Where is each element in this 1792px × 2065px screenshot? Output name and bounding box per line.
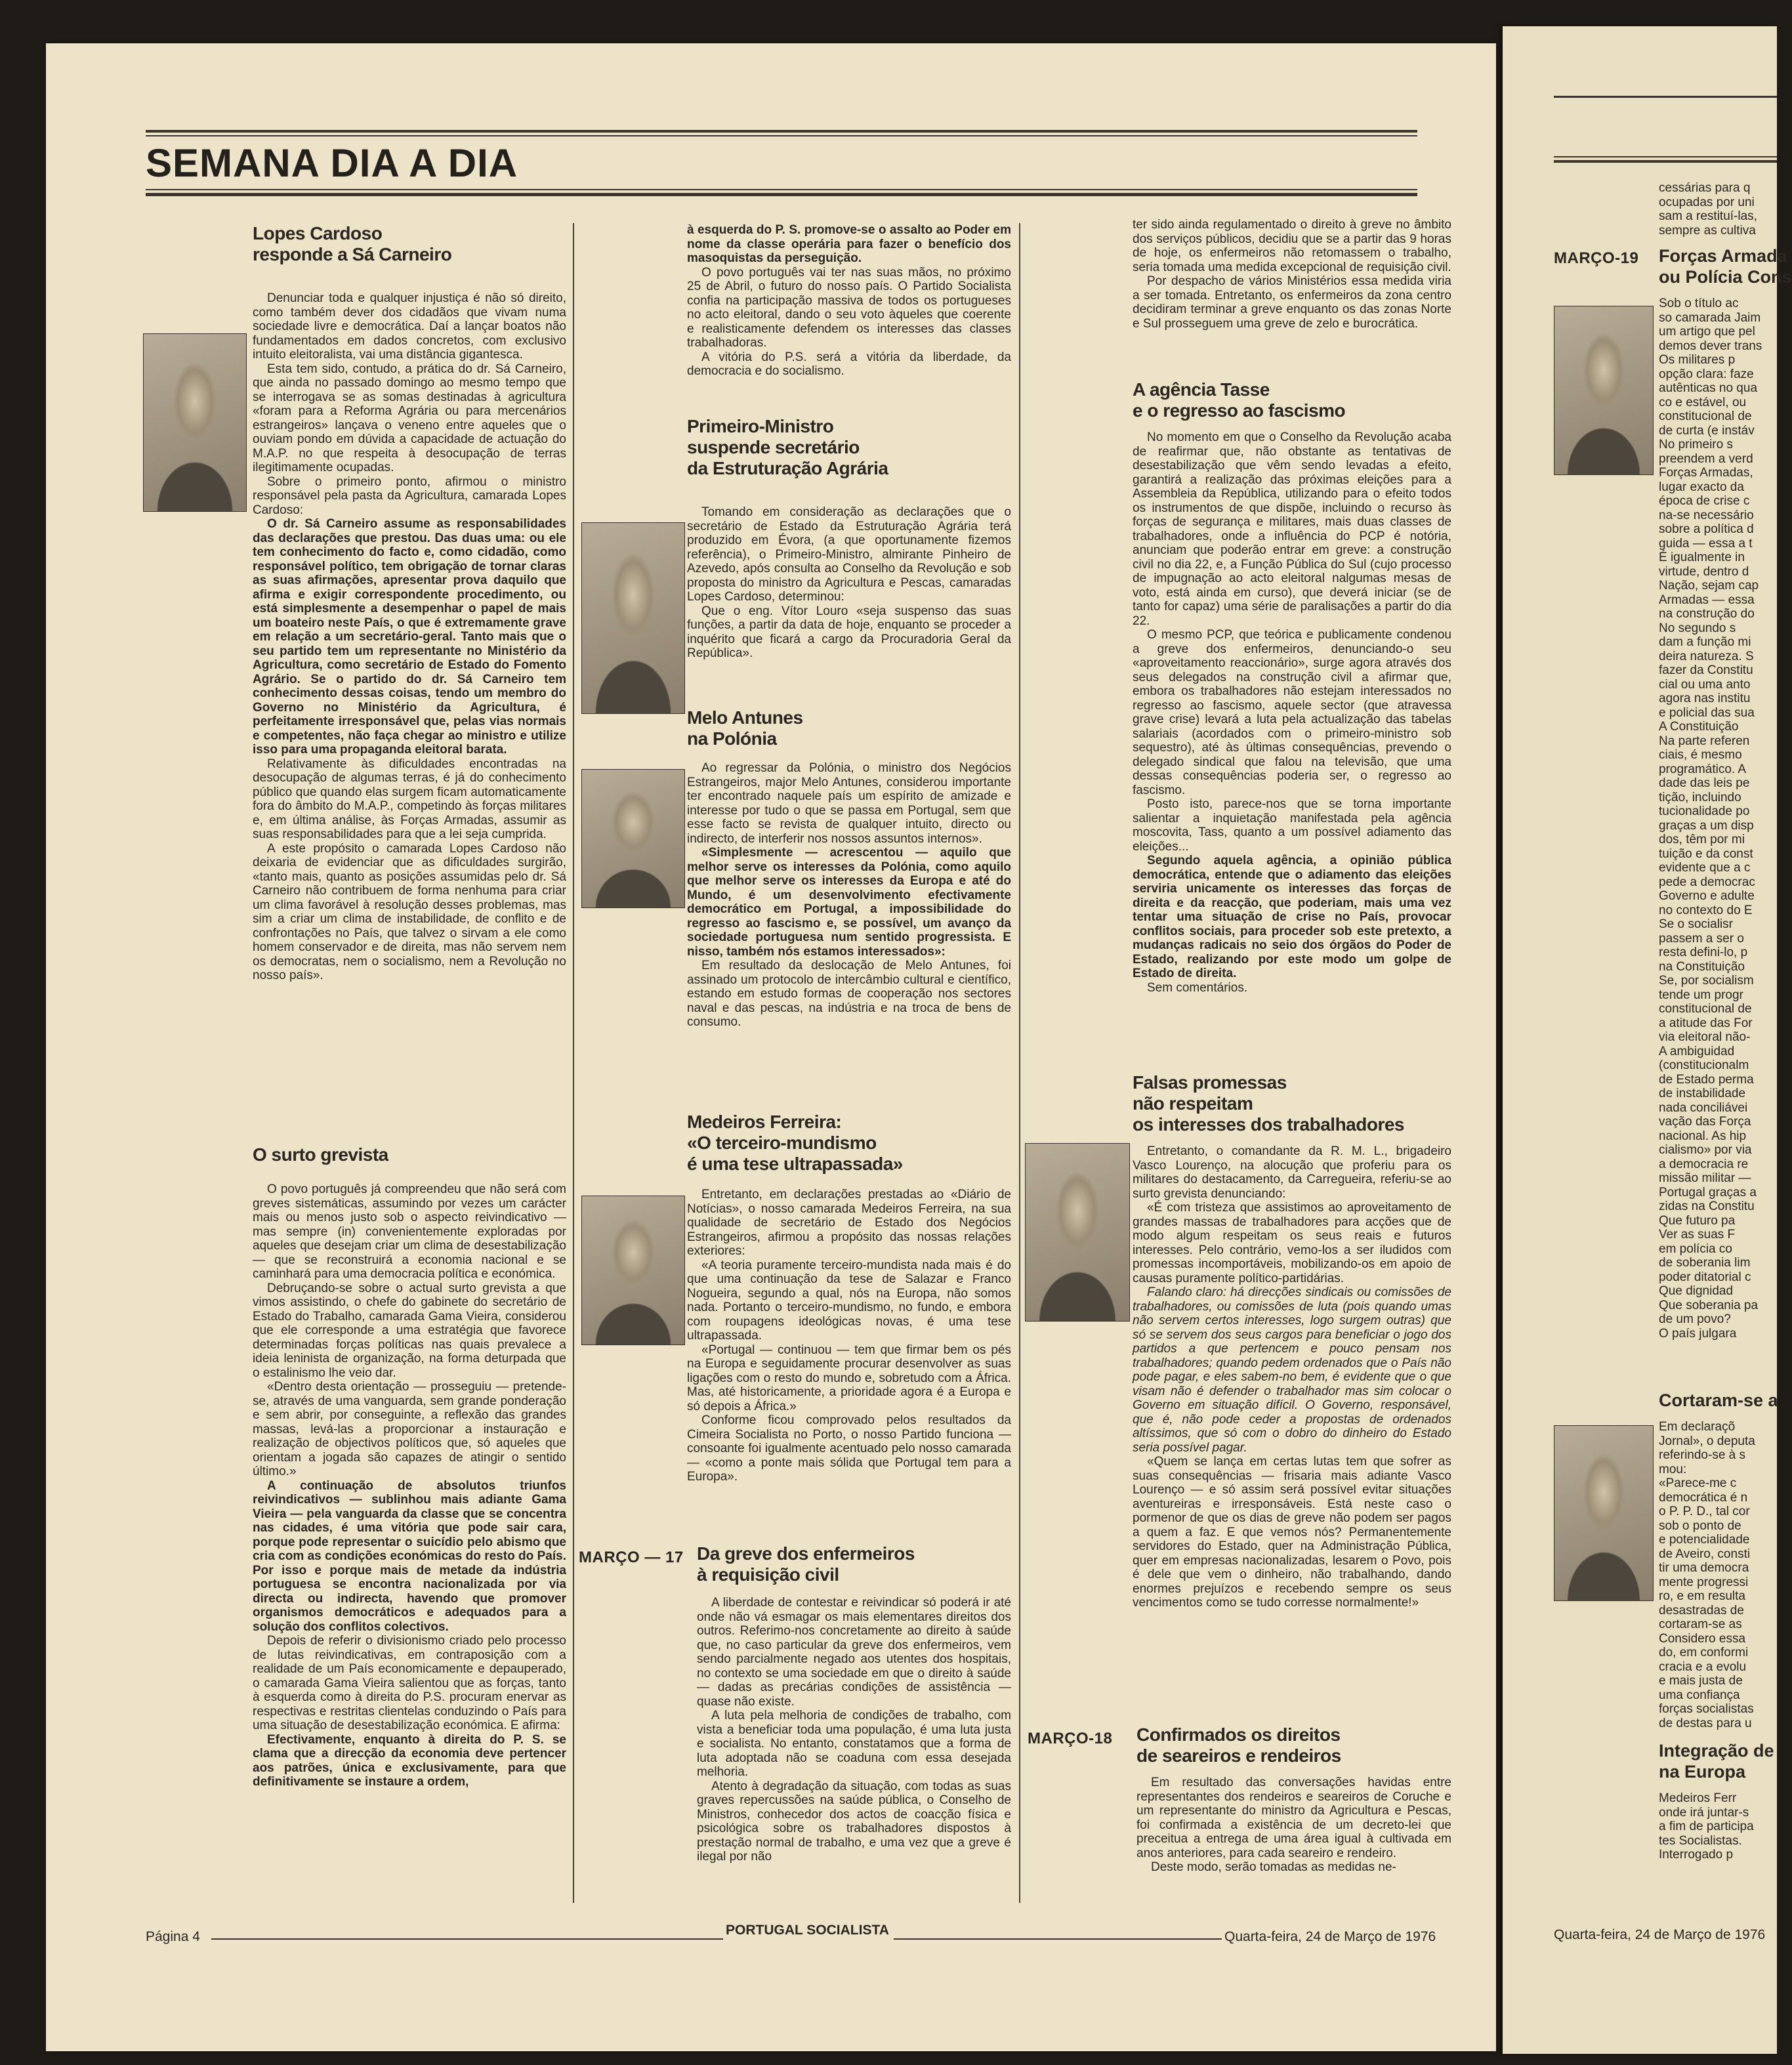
masthead-rule-bottom xyxy=(146,189,1417,190)
paper-name: PORTUGAL SOCIALISTA xyxy=(726,1923,889,1938)
right-headline xyxy=(1659,245,1792,287)
line: cortaram-se as xyxy=(1659,1617,1742,1631)
paragraph: Conforme ficou comprovado pelos resultados da Cimeira Socialista no Porto, o nosso Partido funciona — consoante foi igualmente acentuado pelo nosso camarada — «como a ponte mais sólida que Portugal tem para a Europa». xyxy=(687,1413,1011,1484)
line: tição, incluindo xyxy=(1659,790,1741,804)
line: virtude, dentro d xyxy=(1659,564,1749,579)
portrait-photo xyxy=(581,1196,685,1345)
right-headline xyxy=(1659,1740,1777,1782)
line: O país julgara xyxy=(1659,1326,1737,1341)
right-rule xyxy=(1554,156,1777,157)
paragraph: Em resultado da deslocação de Melo Antunes, foi assinado um protocolo de intercâmbio cultural e científico, estando em estudo formas de cooperação nos sectores naval e das pescas, na indústria e na troca de bens de consumo. xyxy=(687,959,1011,1029)
headline: Lopes Cardoso responde a Sá Carneiro xyxy=(253,223,452,264)
portrait-photo xyxy=(143,333,247,512)
headline: Falsas promessas não respeitam os interesses dos trabalhadores xyxy=(1133,1072,1405,1135)
line: e policial das sua xyxy=(1659,705,1755,720)
line: tucionalidade po xyxy=(1659,804,1750,818)
line: A Constituição xyxy=(1659,720,1739,734)
line: missão militar — xyxy=(1659,1171,1751,1185)
portrait-photo xyxy=(1554,306,1654,475)
line: Armadas — essa xyxy=(1659,593,1755,607)
paragraph: O povo português já compreendeu que não será com greves sistemáticas, assumindo por vezes um carácter mais ou menos justo sob o aspecto reivindicativo — mas sempre (in) convenientemente exploradas por aqueles que desejam criar um clima de desestabilização — que se reconstruirá a economia nacional e se caminhará para uma democracia política e económica. xyxy=(253,1182,566,1281)
line: referindo-se à s xyxy=(1659,1448,1746,1462)
line: (constitucionalm xyxy=(1659,1058,1749,1072)
line: ocupadas por uni xyxy=(1659,195,1755,209)
headline: Melo Antunes na Polónia xyxy=(687,707,803,749)
line: Nação, sejam cap xyxy=(1659,579,1759,593)
line: dam a função mi xyxy=(1659,635,1751,649)
line: mente progressi xyxy=(1659,1575,1749,1589)
paragraph: Sobre o primeiro ponto, afirmou o ministro responsável pela pasta da Agricultura, camarada Lopes Cardoso: xyxy=(253,474,566,517)
line: cessárias para q xyxy=(1659,181,1751,195)
masthead-rule-bottom-2 xyxy=(146,193,1417,196)
paragraph: Posto isto, parece-nos que se torna importante salientar a inquietação manifestada pela agência moscovita, Tass, quanto a um possível adiamento das eleições... xyxy=(1133,797,1451,854)
line: democrática é n xyxy=(1659,1490,1748,1505)
column-divider-2 xyxy=(1019,223,1020,1903)
right-fragment xyxy=(1659,1791,1777,1862)
line: onde irá juntar-s xyxy=(1659,1805,1749,1820)
masthead-rule-top-2 xyxy=(146,135,1417,136)
paragraph: ter sido ainda regulamentado o direito à greve no âmbito dos serviços públicos, decidiu que se a partir das 9 horas de hoje, os enfermeiros não retomassem o trabalho, seria tomada uma medida excepcional de requisição civil. xyxy=(1133,218,1451,274)
paragraph: Efectivamente, enquanto à direita do P. S. se clama que a direcção da economia deve pertencer aos patrões, única e exclusivamente, para que definitivamente se instaure a ordem, xyxy=(253,1732,566,1789)
headline: Da greve dos enfermeiros à requisição civil xyxy=(697,1543,915,1585)
line: Interrogado p xyxy=(1659,1848,1734,1862)
paragraph: Denunciar toda e qualquer injustiça é não só direito, como também dever dos cidadãos que vivam numa sociedade livre e democrática. Daí a lançar boatos não fundamentados em dados concretos, com exclusivo intuito eleitoralista, vai uma distância gigantesca. xyxy=(253,291,566,362)
portrait-photo xyxy=(581,522,685,714)
paragraph: Sem comentários. xyxy=(1147,980,1248,995)
paragraph: Tomando em consideração as declarações que o secretário de Estado da Estruturação Agrária terá produzido em Évora, (a que oportunamente fizemos referência), o Primeiro-Ministro, almirante Pinheiro de Azevedo, após consulta ao Conselho da Revolução e sob proposta do ministro da Agricultura e Pescas, camaradas Lopes Cardoso, determinou: xyxy=(687,505,1011,604)
column-2-article xyxy=(687,707,1011,1030)
paragraph: Segundo aquela agência, a opinião pública democrática, entende que o adiamento das eleições serviria unicamente os interesses das forças de direita e da reacção, que poderiam, mais uma vez tentar uma situação de crise no País, provocar conflitos sociais, para proceder sob este pretexto, a mudanças radicais no seio dos órgãos do Poder de Estado, realizando por este modo um golpe de Estado de direita. xyxy=(1133,854,1451,980)
paragraph: à esquerda do P. S. promove-se o assalto ao Poder em nome da classe operária para fazer o benefício dos masoquistas da perseguição. xyxy=(687,223,1011,265)
line: de curta (e instáv xyxy=(1659,423,1755,438)
line: de um povo? xyxy=(1659,1312,1731,1326)
line: Os militares p xyxy=(1659,353,1736,367)
paragraph: «A teoria puramente terceiro-mundista nada mais é do que uma continuação da tese de Salazar e Franco Nogueira, segundo a qual, nós na Europa, não somos nada. Portanto o terceiro-mundismo, no fundo, e embora com roupagens ideológicas novas, é uma tese ultrapassada. xyxy=(687,1258,1011,1343)
line: a atitude das For xyxy=(1659,1016,1753,1030)
column-1 xyxy=(253,223,566,983)
line: de Estado perma xyxy=(1659,1072,1754,1087)
paragraph: «É com tristeza que assistimos ao aproveitamento de grandes massas de trabalhadores para acções que de modo algum respeitam os seus reais e futuros interesses. Pelo contrário, vemo-los a ser iludidos com promessas incomportáveis, mobilizando-os em apoio de causas puramente político-partidárias. xyxy=(1133,1201,1451,1285)
paragraph: Relativamente às dificuldades encontradas na desocupação de algumas terras, é já do conhecimento público que quando elas surgem ficam automaticamente fora do âmbito do M.A.P., competindo às forças militares e, em última análise, às Forças Armadas, assumir as suas responsabilidades para que a lei seja cumprida. xyxy=(253,757,566,841)
portrait-photo xyxy=(1025,1143,1130,1322)
column-2-top xyxy=(687,223,1011,379)
line: dade das leis pe xyxy=(1659,776,1750,790)
paragraph: A continuação de absolutos triunfos reivindicativos — sublinhou mais adiante Gama Vieira — pela vanguarda da classe que se concentra nas cidades, é uma vitória que pode sair cara, porque pode representar o suicídio pelo abismo que cria com as condições económicas do resto do País. Por isso e porque mais de metade da indústria portuguesa se encontra nacionalizada por via directa ou indirecta, havendo que promover organismos democráticos e adequados para a solução dos conflitos colectivos. xyxy=(253,1478,566,1634)
line: mou: xyxy=(1659,1462,1687,1476)
paragraph: Entretanto, o comandante da R. M. L., brigadeiro Vasco Lourenço, na alocução que proferiu para os militares do destacamento, da Carregueira, referiu-se ao surto grevista denunciando: xyxy=(1133,1144,1451,1201)
line: Portugal graças a xyxy=(1659,1185,1757,1199)
column-divider-1 xyxy=(573,223,574,1903)
paragraph: «Simplesmente — acrescentou — aquilo que melhor serve os interesses da Polónia, como aquilo que melhor serve os interesses da Europa e até do Mundo, é um desenvolvimento efectivamente democrático em Portugal, a impossibilidade do regresso ao fascismo e, se possível, um avanço da sociedade portuguesa num sentido progressista. E nisso, também nós estamos interessados»: xyxy=(687,846,1011,959)
line: ro, e em resulta xyxy=(1659,1589,1745,1603)
line: sam a restituí-las, xyxy=(1659,209,1757,223)
column-2-article xyxy=(687,416,1011,661)
line: vação das Força xyxy=(1659,1115,1751,1129)
headline: O surto grevista xyxy=(253,1144,388,1165)
line: pede a democrac xyxy=(1659,875,1755,889)
paragraph: Depois de referir o divisionismo criado pelo processo de lutas reivindicativas, em contraposição com a realidade de um País economicamente e depauperado, o camarada Gama Vieira salientou que as forças, tanto à esquerda como à direita do P.S. procuram enervar as respectivas e restritas clientelas conduzindo o País para uma situação de desestabilização económica. E afirma: xyxy=(253,1634,566,1732)
date-label: MARÇO-19 xyxy=(1554,249,1639,267)
line: desastradas de xyxy=(1659,1603,1744,1617)
paragraph: Por despacho de vários Ministérios essa medida viria a ser tomada. Entretanto, os enfermeiros da zona centro decidiram terminar a greve enquanto os das zonas Norte e Sul prosseguem uma greve de zelo e burocrática. xyxy=(1133,274,1451,331)
line: passem a ser o xyxy=(1659,931,1744,946)
line: «Parece-me c xyxy=(1659,1476,1737,1490)
line: de soberania lim xyxy=(1659,1256,1751,1270)
portrait-photo xyxy=(581,769,685,908)
line: É igualmente in xyxy=(1659,551,1745,564)
line: Considero essa xyxy=(1659,1631,1746,1646)
line: de instabilidade xyxy=(1659,1087,1746,1100)
line: sob o ponto de xyxy=(1659,1518,1741,1533)
line: tir uma democra xyxy=(1659,1561,1749,1575)
line: cialismo» por via xyxy=(1659,1143,1752,1157)
paragraph: Debruçando-se sobre o actual surto grevista a que vimos assistindo, o chefe do gabinete do secretário de Estado do Trabalho, camarada Gama Vieira, considerou que ele corresponde a uma estratégia que favorece determinadas forças políticas nas quais prevalece a ideia leninista de organização, na forma deturpada que o estalinismo lhe veio dar. xyxy=(253,1281,566,1380)
line: tes Socialistas. xyxy=(1659,1833,1742,1848)
headline: Integração de xyxy=(1659,1741,1774,1761)
column-3-article xyxy=(1133,1072,1451,1610)
line: poder ditatorial c xyxy=(1659,1270,1751,1284)
headline: Forças Armada xyxy=(1659,246,1787,266)
paragraph: A liberdade de contestar e reivindicar só poderá ir até onde não vá esmagar os mais elementares direitos dos outros. Referimo-nos concretamente ao direito à saúde que, no caso particular da greve dos enfermeiros, vem sendo parcialmente negado aos utentes dos hospitais, no contexto se uma sociedade em que o direito à saúde — dadas as precárias condições de assistência — quase não existe. xyxy=(697,1596,1011,1709)
headline: na Europa xyxy=(1659,1762,1746,1782)
date-label: MARÇO — 17 xyxy=(579,1549,684,1566)
paragraph: O povo português vai ter nas suas mãos, no próximo 25 de Abril, o futuro do nosso país. O Partido Socialista confia na participação massiva de todos os portugueses no acto eleitoral, dando o seu voto àqueles que coerente e realisticamente defendem os interesses das classes trabalhadoras. xyxy=(687,265,1011,350)
line: cial ou uma anto xyxy=(1659,677,1751,692)
line: na-se necessário xyxy=(1659,508,1754,522)
right-rule xyxy=(1554,160,1777,163)
line: co e estável, ou xyxy=(1659,395,1747,409)
line: demos dever trans xyxy=(1659,339,1762,353)
paragraph: A luta pela melhoria de condições de trabalho, com vista a beneficiar toda uma população, é uma luta justa e socialista. No entanto, constatamos que a forma de luta adoptada não se coaduna com essa desejada melhoria. xyxy=(697,1709,1011,1779)
right-headline xyxy=(1659,1390,1777,1411)
line: Em declaraçõ xyxy=(1659,1420,1736,1434)
line: e potencialidade xyxy=(1659,1533,1750,1547)
line: na Constituição xyxy=(1659,959,1745,974)
line: cracia e a evolu xyxy=(1659,1659,1747,1674)
line: opção clara: faze xyxy=(1659,367,1754,381)
headline: ou Polícia Cons xyxy=(1659,267,1792,287)
line: autênticas no qua xyxy=(1659,381,1758,395)
page-number: Página 4 xyxy=(146,1929,200,1944)
line: sobre a política d xyxy=(1659,522,1754,536)
right-fragment xyxy=(1659,181,1777,238)
line: Medeiros Ferr xyxy=(1659,1791,1737,1805)
line: No segundo s xyxy=(1659,621,1736,635)
right-fragment xyxy=(1659,1420,1777,1730)
line: Que dignidad xyxy=(1659,1284,1734,1298)
paragraph: No momento em que o Conselho da Revolução acaba de reafirmar que, não obstante as tentativas de desestabilização que vêm sendo levadas a efeito, garantirá a realização das próximas eleições para a Assembleia da República, utilizando para o efeito todos os instrumentos de que dispõe, incluindo o recurso às forças de segurança e militares, mais duas classes de trabalhadores, onde a influência do PCP é notória, anunciam que poderão entrar em greve: a construção civil no dia 22, e, a Função Pública do Sul (cujo processo de impugnação ao acto eleitoral nalgumas mesas de voto, está ainda em curso), que deverá iniciar (se de tanto for capaz) uma série de paralisações a partir do dia 22. xyxy=(1133,430,1451,628)
line: zidas na Constitu xyxy=(1659,1199,1755,1213)
portrait-photo xyxy=(1554,1425,1654,1601)
line: na construção do xyxy=(1659,607,1755,621)
line: época de crise c xyxy=(1659,494,1750,508)
line: nada conciliávei xyxy=(1659,1100,1748,1115)
line: constitucional de xyxy=(1659,409,1752,423)
line: preendem a verd xyxy=(1659,451,1753,466)
line: uma confiança xyxy=(1659,1688,1740,1702)
line: Se, por socialism xyxy=(1659,974,1754,988)
line: evidente que a c xyxy=(1659,861,1751,875)
paragraph: A este propósito o camarada Lopes Cardoso não deixaria de evidenciar que as dificuldades surgirão, «tanto mais, quanto as posições assumidas pelo dr. Sá Carneiro não contribuem de forma nenhuma para criar um clima favorável à resolução desses problemas, mas sim a criar um clima de instabilidade, de conflito e de confrontações no País, que talvez o sirvam a ele como homem conservador e de direita, mas não servem nem os democratas, nem o socialismo, nem a Revolução no nosso país». xyxy=(253,841,566,982)
line: graças a um disp xyxy=(1659,818,1754,833)
line: de Aveiro, consti xyxy=(1659,1547,1751,1561)
paragraph: Entretanto, em declarações prestadas ao «Diário de Notícias», o nosso camarada Medeiros Ferreira, na sua qualidade de secretário de Estado dos Negócios Estrangeiros, afirmou a propósito das nossas relações exteriores: xyxy=(687,1188,1011,1258)
line: forças socialistas xyxy=(1659,1702,1754,1716)
line: Governo e adulte xyxy=(1659,889,1755,903)
paragraph: Atento à degradação da situação, com todas as suas graves repercussões na saúde pública, o Conselho de Ministros, conhecedor dos actos de coacção física e psicológica sobre os trabalhadores dispostos à prestação normal de trabalho, e uma vez que a greve é ilegal por não xyxy=(697,1779,1011,1864)
paragraph: Em resultado das conversações havidas entre representantes dos rendeiros e seareiros de Coruche e um representante do ministro da Agricultura e Pescas, foi confirmada a existência de um decreto-lei que preceitua a entrega de uma área igual à cultivada em anos anteriores, para cada seareiro e rendeiro. xyxy=(1136,1776,1451,1860)
line: de destas para u xyxy=(1659,1716,1752,1730)
headline: Confirmados os direitos de seareiros e rendeiros xyxy=(1136,1724,1341,1766)
line: Na parte referen xyxy=(1659,734,1750,748)
line: Forças Armadas, xyxy=(1659,466,1753,480)
line: agora nas institu xyxy=(1659,692,1751,705)
line: um artigo que pel xyxy=(1659,325,1755,339)
line: no contexto do E xyxy=(1659,903,1753,917)
line: a democracia re xyxy=(1659,1157,1749,1171)
line: o P. P. D., tal cor xyxy=(1659,1505,1750,1518)
headline: Medeiros Ferreira: «O terceiro-mundismo é uma tese ultrapassada» xyxy=(687,1112,903,1174)
line: ciais, é mesmo xyxy=(1659,748,1742,762)
line: em polícia co xyxy=(1659,1241,1732,1256)
footer-rule xyxy=(894,1938,1222,1940)
line: Jornal», o deputa xyxy=(1659,1434,1755,1448)
line: programático. A xyxy=(1659,762,1747,776)
masthead-rule-top xyxy=(146,130,1417,133)
paragraph: Ao regressar da Polónia, o ministro dos Negócios Estrangeiros, major Melo Antunes, considerou importante ter encontrado naquele país um espírito de amizade e interesse por tudo o que se passa em Portugal, sem que esse facto se revista de qualquer intuito, directo ou indirecto, de interferir nos nossos assuntos internos». xyxy=(687,761,1011,846)
section-masthead: SEMANA DIA A DIA xyxy=(146,141,518,185)
paragraph: «Portugal — continuou — tem que firmar bem os pés na Europa e seguidamente procurar desenvolver as suas ligações com o resto do mundo e, sobretudo com a África. Mas, até historicamente, a prioridade agora é a Europa e só depois a África.» xyxy=(687,1343,1011,1413)
headline: A agência Tasse e o regresso ao fascismo xyxy=(1133,379,1346,421)
line: dos, têm por mi xyxy=(1659,833,1745,846)
line: deira natureza. S xyxy=(1659,649,1754,663)
line: fazer da Constitu xyxy=(1659,663,1753,677)
line: Ver as suas F xyxy=(1659,1228,1736,1241)
column-2-article xyxy=(697,1543,1011,1864)
column-1-lower xyxy=(253,1144,566,1789)
line: Sob o título ac xyxy=(1659,297,1739,310)
line: No primeiro s xyxy=(1659,438,1733,451)
line: a fim de participa xyxy=(1659,1820,1754,1833)
footer-rule xyxy=(211,1938,723,1940)
line: tende um progr xyxy=(1659,988,1743,1002)
paragraph: Que o eng. Vítor Louro «seja suspenso das suas funções, a partir da data de hoje, enquanto se proceder a inquérito que ficará a cargo da Procuradoria Geral da República». xyxy=(687,604,1011,660)
column-2-article xyxy=(687,1112,1011,1484)
line: so camarada Jaim xyxy=(1659,310,1761,325)
paragraph: Deste modo, serão tomadas as medidas ne- xyxy=(1151,1860,1396,1874)
headline: Cortaram-se a xyxy=(1659,1390,1778,1410)
headline: Primeiro-Ministro suspende secretário da Estruturação Agrária xyxy=(687,416,888,478)
line: Se o socialisr xyxy=(1659,917,1733,931)
issue-date: Quarta-feira, 24 de Março de 1976 xyxy=(1224,1929,1436,1944)
line: A ambiguidad xyxy=(1659,1044,1735,1058)
line: e mais justa de xyxy=(1659,1674,1743,1688)
paragraph: «Quem se lança em certas lutas tem que sofrer as suas consequências — frisaria mais adiante Vasco Lourenço — e só assim será possível evitar situações aventureiras e irresponsáveis. Está neste caso o pormenor de que os dias de greve não podem ser pagos a quem a faz. E que vemos nós? Permanentemente servidores do Estado, quer na Administração Pública, quer em empresas nacionalizadas, lesarem o Povo, pois é dele que vem o dinheiro, não trabalhando, dando enormes prejuízos e recebendo sempre os seus vencimentos como se tudo corresse normalmente!» xyxy=(1133,1455,1451,1610)
right-rule xyxy=(1554,96,1777,98)
line: nacional. As hip xyxy=(1659,1129,1747,1143)
date-label: MARÇO-18 xyxy=(1028,1730,1113,1747)
right-footer-date: Quarta-feira, 24 de Março de 1976 xyxy=(1554,1927,1766,1942)
line: sempre as cultiva xyxy=(1659,223,1756,238)
column-3-top xyxy=(1133,218,1451,331)
column-3-article xyxy=(1136,1724,1451,1875)
line: via eleitoral não- xyxy=(1659,1030,1751,1044)
line: guida — essa a t xyxy=(1659,536,1753,551)
line: Que futuro pa xyxy=(1659,1213,1736,1228)
paragraph: Esta tem sido, contudo, a prática do dr. Sá Carneiro, que ainda no passado domingo ao mesmo tempo que se interrogava se as somas destinadas à agricultura «foram para a Reforma Agrária ou para mercenários estrangeiros» lançava o veneno entre aqueles que o ouviam pondo em dúvida a capacidade de actuação do M.A.P. no que respeita à desocupação de terras ilegitimamente ocupadas. xyxy=(253,362,566,474)
paragraph: Falando claro: há direcções sindicais ou comissões de trabalhadores, ou comissões de luta (pois quando umas não servem certos interesses, logo surgem outras) que só se servem dos seus cargos para beneficiar o jogo dos partidos a que pertencem e pouco pensam nos trabalhadores; quando pedem ordenados que o País não pode pagar, e eles sabem-no bem, é evidente que o que visam não é defender o trabalhador mas sim colocar o Governo em situação difícil. O Governo, responsável, que é, não pode ceder a propostas de ordenados altíssimos, que só com o dobro do dinheiro do Estado seria possível pagar. xyxy=(1133,1285,1451,1455)
right-fragment xyxy=(1659,297,1777,1341)
line: resta defini-lo, p xyxy=(1659,946,1748,959)
column-3-article xyxy=(1133,379,1451,995)
paragraph: O dr. Sá Carneiro assume as responsabilidades das declarações que prestou. Das duas uma: ou ele tem conhecimento do facto e, como cidadão, como responsável político, tem obrigação de tornar claras as suas afirmações, apresentar prova daquilo que afirma e exigir correspondente procedimento, ou está simplesmente a desempenhar o papel de mais um boateiro neste País, o que é extremamente grave em relação a um secretário-geral. Tanto mais que o seu partido tem um representante no Ministério da Agricultura, como secretário de Estado do Fomento Agrário. Se o partido do dr. Sá Carneiro tem conhecimento dessas coisas, tendo um membro do Governo no Ministério da Agricultura, é perfeitamente irresponsável que, pelas vias normais e competentes, não faça chegar ao ministro e utilize isso para uma propaganda eleitoral barata. xyxy=(253,517,566,757)
paragraph: O mesmo PCP, que teórica e publicamente condenou a greve dos enfermeiros, denunciando-o seu «aproveitamento reaccionário», surge agora através dos seus delegados na construção civil a afirmar que, embora os trabalhadores não estejam interessados no regresso ao fascismo, aquele sector (que atravessa grave crise) levará a luta pela actualização das tabelas salariais (acordados com o primeiro-ministro sob sequestro), até às últimas consequências, prevendo o delegado sindical que falou na televisão, que uma dessas consequências poderia ser, o regresso ao fascismo. xyxy=(1133,628,1451,797)
line: constitucional de xyxy=(1659,1002,1752,1016)
paragraph: «Dentro desta orientação — prosseguiu — pretende-se, através de uma vanguarda, sem grande ponderação e sem abrir, por conseguinte, a reflexão das grandes massas, levá-las a proporcionar a instauração e realização de objectivos políticos que, só aqueles que orientam a jogada são capazes de atingir o sentido último.» xyxy=(253,1380,566,1478)
paragraph: A vitória do P.S. será a vitória da liberdade, da democracia e do socialismo. xyxy=(687,350,1011,378)
line: lugar exacto da xyxy=(1659,480,1744,494)
line: do, em conformi xyxy=(1659,1646,1749,1659)
line: tuição e da const xyxy=(1659,846,1753,861)
line: Que soberania pa xyxy=(1659,1298,1759,1312)
